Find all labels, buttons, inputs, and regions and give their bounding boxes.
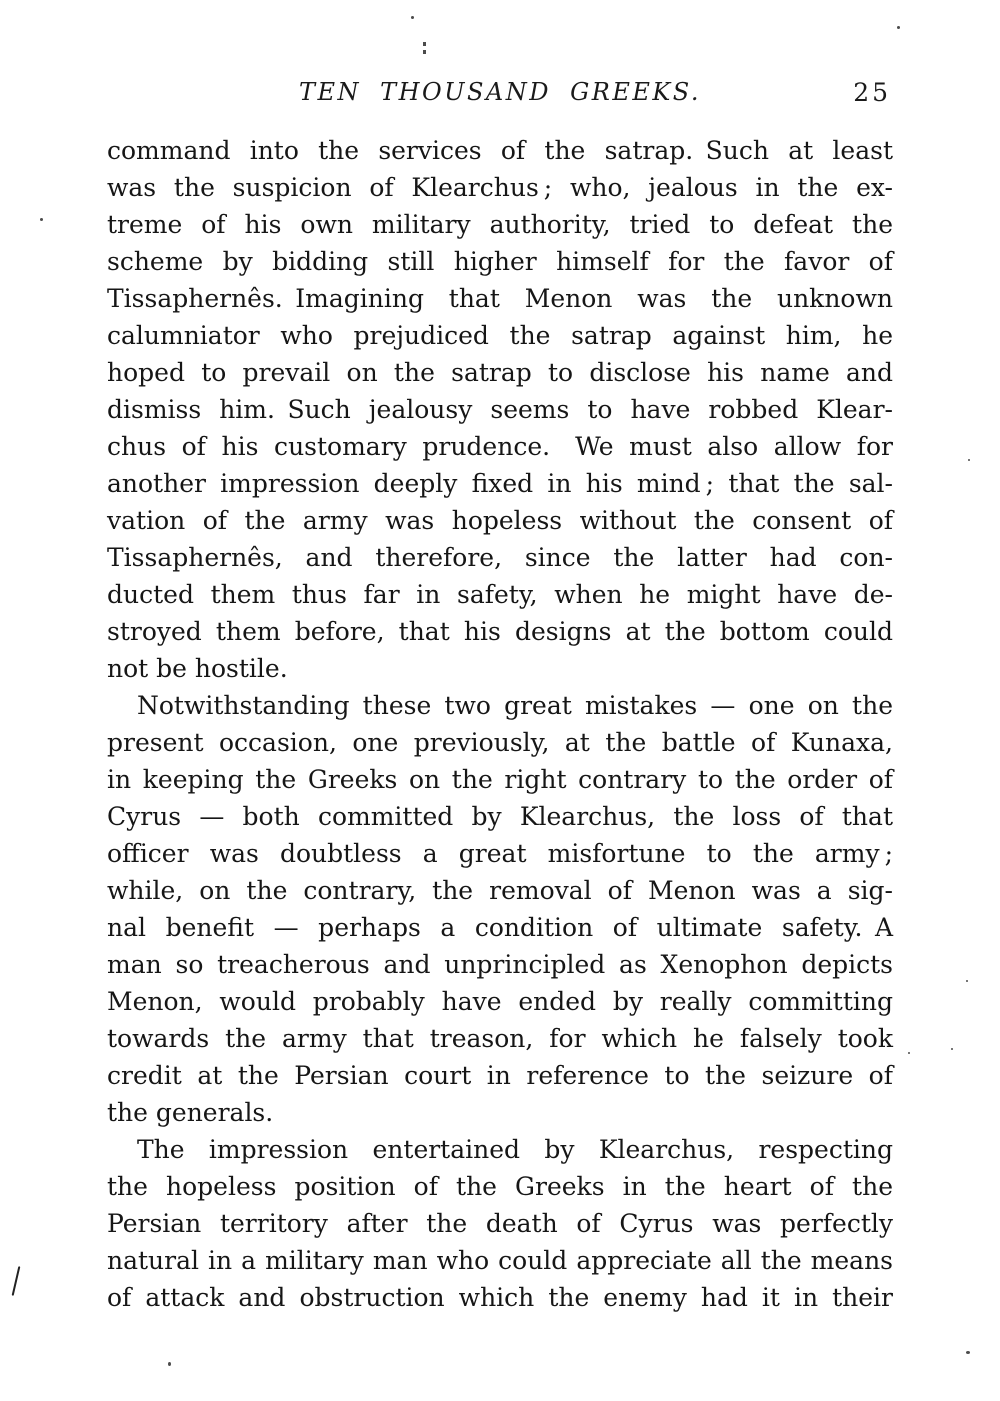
text-line: hoped to prevail on the satrap to disclose his name and [107,358,893,387]
scan-speck-dot [968,459,970,461]
text-line: man so treacherous and unprincipled as Xenophon depicts [107,950,893,979]
scan-speck-dot [411,16,414,19]
text-line: Menon, would probably have ended by really committing [107,987,893,1016]
text-line: the generals. [107,1098,274,1127]
scan-speck-dot [966,980,968,982]
text-line: another impression deeply fixed in his mind ; that the sal- [107,469,893,498]
text-line: towards the army that treason, for which he falsely took [107,1024,893,1053]
text-line: present occasion, one previously, at the battle of Kunaxa, [107,728,893,757]
running-header-title: TEN THOUSAND GREEKS. [298,78,702,106]
scan-speck-dot [951,1048,953,1050]
scan-speck-dot [908,1052,910,1054]
scan-speck-dot [168,1362,171,1366]
running-header [107,78,893,112]
text-line: in keeping the Greeks on the right contrary to the order of [107,765,893,794]
text-line: of attack and obstruction which the enemy had it in their [107,1283,893,1312]
text-line: chus of his customary prudence. We must also allow for [107,432,893,461]
paragraph [107,687,893,1131]
scan-speck-dot [966,1351,970,1354]
text-line: officer was doubtless a great misfortune to the army ; [107,839,893,868]
text-line: treme of his own military authority, tried to defeat the [107,210,893,239]
page-number: 25 [853,78,891,107]
scan-speck-dot [423,50,426,54]
scan-stray-stroke [12,1266,21,1296]
text-line: calumniator who prejudiced the satrap against him, he [107,321,893,350]
scan-speck-dot [40,218,43,221]
text-line: credit at the Persian court in reference to the seizure of [107,1061,893,1090]
text-line: nal benefit — perhaps a condition of ultimate safety. A [107,913,893,942]
scan-speck-dot [423,42,426,46]
text-line: Tissaphernês, and therefore, since the latter had con- [107,543,893,572]
text-line: scheme by bidding still higher himself for the favor of [107,247,893,276]
paragraph [107,132,893,687]
text-line: ducted them thus far in safety, when he might have de- [107,580,893,609]
text-line: Notwithstanding these two great mistakes — one on the [137,691,893,720]
text-line: was the suspicion of Klearchus ; who, jealous in the ex- [107,173,893,202]
text-line: dismiss him. Such jealousy seems to have robbed Klear- [107,395,893,424]
text-line: not be hostile. [107,654,288,683]
text-line: Tissaphernês. Imagining that Menon was the unknown [107,284,893,313]
scan-speck-dot [897,26,900,29]
text-line: natural in a military man who could appreciate all the means [107,1246,893,1275]
page-body [107,132,893,1316]
text-line: the hopeless position of the Greeks in the heart of the [107,1172,893,1201]
text-line: vation of the army was hopeless without the consent of [107,506,893,535]
text-line: Persian territory after the death of Cyrus was perfectly [107,1209,893,1238]
text-line: stroyed them before, that his designs at the bottom could [107,617,893,646]
text-line: The impression entertained by Klearchus, respecting [137,1135,893,1164]
text-line: while, on the contrary, the removal of Menon was a sig- [107,876,893,905]
paragraph [107,1131,893,1316]
text-line: command into the services of the satrap. Such at least [107,136,893,165]
text-line: Cyrus — both committed by Klearchus, the loss of that [107,802,893,831]
